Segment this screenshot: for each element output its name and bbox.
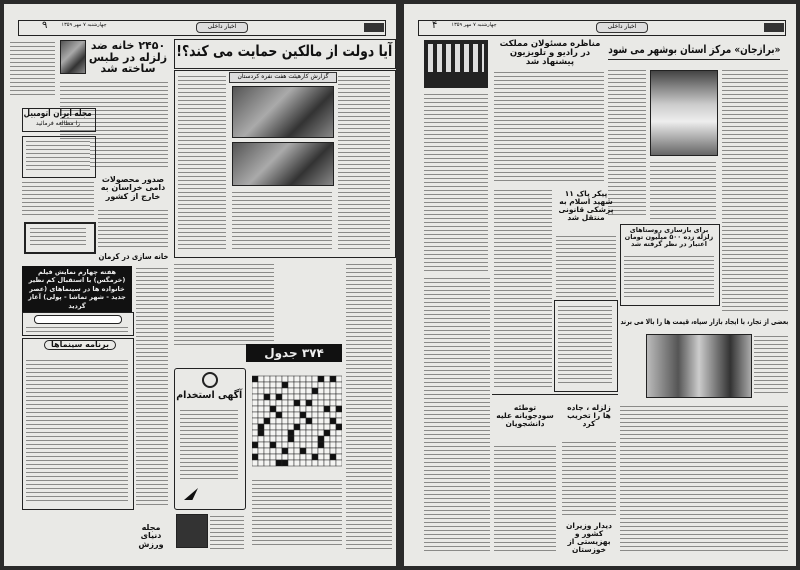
portrait-photo [176,514,208,548]
crossword-cell[interactable] [324,382,330,388]
crossword-cell[interactable] [276,418,282,424]
crossword-cell[interactable] [306,448,312,454]
crossword-cell[interactable] [258,436,264,442]
crossword-black-cell [288,436,294,442]
crossword-black-cell [336,406,342,412]
crossword-cell[interactable] [312,448,318,454]
magazine-subtitle: را مطالعه فرمائید [35,120,81,127]
crossword-cell[interactable] [258,454,264,460]
crossword-cell[interactable] [252,460,258,466]
crossword-cell[interactable] [258,400,264,406]
crossword-cell[interactable] [282,424,288,430]
crossword-black-cell [270,442,276,448]
sidebar-text [558,304,612,386]
crossword-cell[interactable] [288,376,294,382]
crossword-black-cell [252,454,258,460]
crossword-cell[interactable] [330,448,336,454]
crossword-cell[interactable] [312,376,318,382]
crossword-cell[interactable] [324,394,330,400]
ministry-ad-banner [34,315,122,324]
crossword-cell[interactable] [306,382,312,388]
logo [364,23,384,32]
crossword-cell[interactable] [276,442,282,448]
crossword-cell[interactable] [312,382,318,388]
crossword-cell[interactable] [264,382,270,388]
crossword-cell[interactable] [270,448,276,454]
crossword-cell[interactable] [336,442,342,448]
text-column [562,440,616,516]
crossword-cell[interactable] [264,406,270,412]
crossword-cell[interactable] [276,424,282,430]
crossword-cell[interactable] [276,406,282,412]
meeting-photo [646,334,752,398]
crossword-black-cell [258,424,264,430]
crossword-cell[interactable] [294,430,300,436]
crossword-cell[interactable] [252,448,258,454]
divider [492,394,618,395]
crossword-cell[interactable] [336,448,342,454]
crossword-cell[interactable] [294,460,300,466]
crossword-cell[interactable] [330,424,336,430]
crossword-cell[interactable] [270,424,276,430]
crossword-cell[interactable] [270,430,276,436]
crossword-cell[interactable] [264,442,270,448]
crossword-cell[interactable] [288,388,294,394]
crossword-cell[interactable] [258,406,264,412]
crossword-black-cell [306,400,312,406]
crossword-cell[interactable] [312,412,318,418]
crossword-cell[interactable] [294,448,300,454]
crossword-cell[interactable] [300,430,306,436]
crossword-black-cell [288,430,294,436]
crossword-cell[interactable] [324,436,330,442]
crossword-cell[interactable] [330,382,336,388]
logo [764,23,784,32]
crossword-cell[interactable] [258,418,264,424]
crossword-cell[interactable] [300,406,306,412]
crossword-cell[interactable] [258,448,264,454]
crossword-cell[interactable] [330,460,336,466]
sport-magazine: مجله دنیای ورزش [138,523,164,549]
crossword-cell[interactable] [330,412,336,418]
section-label: اخبار داخلی [196,22,248,33]
crossword-cell[interactable] [300,454,306,460]
cinemas-title: برنامه سینماها [44,340,116,350]
text-column [346,262,392,552]
crossword-cell[interactable] [282,454,288,460]
crossword-cell[interactable] [270,412,276,418]
crossword-clues [252,478,342,548]
crossword-cell[interactable] [282,400,288,406]
crossword-cell[interactable] [312,460,318,466]
crossword-cell[interactable] [258,412,264,418]
crossword-cell[interactable] [336,376,342,382]
crossword-cell[interactable] [306,442,312,448]
crossword-cell[interactable] [252,382,258,388]
article-photo [232,86,334,138]
crossword-cell[interactable] [276,376,282,382]
chart-bars [428,44,484,72]
crossword-black-cell [276,412,282,418]
crossword-cell[interactable] [312,436,318,442]
crossword-cell[interactable] [282,388,288,394]
crossword-cell[interactable] [282,436,288,442]
crossword-cell[interactable] [264,454,270,460]
crossword-black-cell [318,436,324,442]
crossword-cell[interactable] [264,460,270,466]
left-page [4,4,396,566]
crossword-cell[interactable] [318,454,324,460]
crossword-black-cell [294,424,300,430]
crossword-cell[interactable] [300,382,306,388]
crossword-cell[interactable] [270,418,276,424]
crossword-cell[interactable] [318,400,324,406]
crossword-cell[interactable] [288,442,294,448]
page-number: ۴ [432,20,438,31]
crossword-cell[interactable] [318,406,324,412]
text-column [178,74,226,252]
crossword-cell[interactable] [318,412,324,418]
crossword-cell[interactable] [312,442,318,448]
crossword-black-cell [330,418,336,424]
crossword-cell[interactable] [252,406,258,412]
crossword-cell[interactable] [312,394,318,400]
crossword-cell[interactable] [270,388,276,394]
magazine-title: مجله ایران اتومبیل [23,109,93,119]
crossword-cell[interactable] [270,376,276,382]
text-column [338,74,390,252]
crossword-cell[interactable] [330,436,336,442]
crossword-cell[interactable] [258,394,264,400]
crossword-cell[interactable] [282,412,288,418]
crossword-cell[interactable] [312,400,318,406]
crossword-cell[interactable] [336,418,342,424]
text-column [174,262,274,346]
crossword-black-cell [282,382,288,388]
crossword-cell[interactable] [264,412,270,418]
text-column [754,334,788,394]
crossword-cell[interactable] [300,418,306,424]
crossword-cell[interactable] [306,394,312,400]
crossword-cell[interactable] [336,430,342,436]
crossword-cell[interactable] [288,460,294,466]
job-ad-text [180,408,238,482]
headline-export: صدور محصولات دامی خراسان به خارج از کشور [100,175,166,201]
crossword-cell[interactable] [306,460,312,466]
text-column [494,444,556,552]
crossword-cell[interactable] [336,460,342,466]
text-column [624,254,714,300]
crossword-cell[interactable] [258,388,264,394]
crossword-cell[interactable] [252,394,258,400]
crossword-cell[interactable] [294,454,300,460]
notice-text [26,139,90,173]
crossword-cell[interactable] [324,460,330,466]
emblem-icon [202,372,218,388]
crossword-cell[interactable] [294,376,300,382]
crossword-cell[interactable] [294,442,300,448]
crossword-cell[interactable] [306,424,312,430]
crossword-black-cell [282,460,288,466]
crossword-black-cell [312,454,318,460]
crossword-cell[interactable] [276,430,282,436]
crossword-black-cell [318,376,324,382]
headline-debate: مناظره مسئولان مملکت در رادیو و تلویزیون پیشنهاد شد [499,39,601,67]
crossword-cell[interactable] [264,376,270,382]
crossword-cell[interactable] [288,382,294,388]
headline-kerman: خانه سازی در کرمان [97,252,168,261]
crossword-header [246,344,342,362]
right-page [404,4,796,566]
crossword-cell[interactable] [324,418,330,424]
crossword-cell[interactable] [336,412,342,418]
crossword-cell[interactable] [258,382,264,388]
crossword-cell[interactable] [288,418,294,424]
headline-ministers: دیدار وزیران کشور و بهزیستی از خوزستان [566,521,612,554]
crossword-cell[interactable] [294,412,300,418]
crossword-cell[interactable] [324,412,330,418]
crossword-cell[interactable] [306,454,312,460]
crossword-cell[interactable] [270,400,276,406]
crossword-cell[interactable] [276,382,282,388]
crossword-cell[interactable] [306,376,312,382]
headline-tabas: ۲۴۵۰ خانه ضد زلزله در طبس ساخته شد [88,39,168,76]
text-column [620,404,788,554]
crossword-cell[interactable] [300,460,306,466]
text-column [494,188,552,388]
crossword-cell[interactable] [300,424,306,430]
crossword-cell[interactable] [324,442,330,448]
text-column [494,70,604,184]
crossword-cell[interactable] [294,382,300,388]
crossword-cell[interactable] [258,376,264,382]
headline-main: آیا دولت از مالکین حمایت می کند؟! [176,42,392,60]
crossword-cell[interactable] [270,436,276,442]
crossword-black-cell [312,388,318,394]
crossword-cell[interactable] [294,418,300,424]
crossword-black-cell [264,418,270,424]
crossword-cell[interactable] [306,388,312,394]
crossword-black-cell [282,448,288,454]
headline-martyrs: پیکر پاک ۱۱ شهید اسلام به پزشکی قانونی منتقل شد [558,189,614,222]
film-week-ad: هفته چهارم نمایش فیلم (خرمگس) با استقبال کم نظیر خانواده ها در سینماهای (عصر جدید - شهر تماشا - پولی) آغاز گردید [22,266,132,312]
crossword-cell[interactable] [252,424,258,430]
crossword-cell[interactable] [252,412,258,418]
crossword-cell[interactable] [288,400,294,406]
page-number: ۹ [42,20,48,31]
crossword-cell[interactable] [324,448,330,454]
crossword-cell[interactable] [300,400,306,406]
crossword-cell[interactable] [282,394,288,400]
crossword-cell[interactable] [264,430,270,436]
crossword-cell[interactable] [324,388,330,394]
crossword-cell[interactable] [294,436,300,442]
crossword-cell[interactable] [318,418,324,424]
crossword-black-cell [324,406,330,412]
text-column [98,208,168,248]
crossword-black-cell [336,424,342,430]
official-photo [650,70,718,156]
date-line: چهارشنبه ۷ مهر ۱۳۵۹ [451,22,497,28]
headline-earthquake: زلزله ، جاده ها را تخریب کرد [567,403,611,428]
crossword-cell[interactable] [330,388,336,394]
crossword-cell[interactable] [336,400,342,406]
headline-merchants: بعضی از تجار، با ایجاد بازار سیاه، قیمت ها را بالا می برند [620,317,788,326]
article-photo [232,142,334,186]
crossword-cell[interactable] [288,448,294,454]
crossword-grid[interactable] [252,372,342,472]
job-ad-title: آگهی استخدام [175,390,243,401]
crossword-black-cell [324,430,330,436]
cinema-listings [26,358,128,504]
crossword-cell[interactable] [282,406,288,412]
crossword-cell[interactable] [276,448,282,454]
headline-students: توطئه سودجویانه علیه دانشجویان [496,403,554,428]
crossword-cell[interactable] [300,436,306,442]
crossword-cell[interactable] [336,436,342,442]
crossword-cell[interactable] [288,406,294,412]
crossword-cell[interactable] [330,406,336,412]
crossword-cell[interactable] [300,388,306,394]
crossword-cell[interactable] [318,430,324,436]
crossword-cell[interactable] [318,448,324,454]
text-column [232,190,332,252]
crossword-cell[interactable] [270,454,276,460]
crossword-cell[interactable] [270,460,276,466]
crossword-black-cell [330,376,336,382]
crossword-cell[interactable] [264,436,270,442]
crossword-cell[interactable] [288,394,294,400]
crossword-cell[interactable] [336,454,342,460]
music-ad-text [30,226,86,246]
crossword-cell[interactable] [252,400,258,406]
crossword-cell[interactable] [330,430,336,436]
crossword-cell[interactable] [306,436,312,442]
crossword-black-cell [258,430,264,436]
crossword-cell[interactable] [276,436,282,442]
crossword-cell[interactable] [330,400,336,406]
text-column [210,514,244,550]
crossword-black-cell [270,406,276,412]
crossword-cell[interactable] [276,454,282,460]
crossword-cell[interactable] [300,376,306,382]
crossword-black-cell [276,460,282,466]
crossword-cell[interactable] [312,424,318,430]
headline-villages: برای بازسازی روستاهای زلزله زده ۵۰۰ میلیون تومان اعتبار در نظر گرفته شد [624,226,714,248]
crossword-cell[interactable] [294,388,300,394]
crossword-cell[interactable] [324,376,330,382]
crossword-cell[interactable] [252,436,258,442]
crossword-cell[interactable] [324,454,330,460]
crossword-black-cell [330,454,336,460]
crossword-cell[interactable] [312,430,318,436]
crossword-cell[interactable] [318,388,324,394]
date-line: چهارشنبه ۷ مهر ۱۳۵۹ [61,22,107,28]
crossword-cell[interactable] [318,382,324,388]
crossword-cell[interactable] [288,454,294,460]
crossword-cell[interactable] [330,394,336,400]
headline-borazjan: «برازجان» مرکز استان بوشهر می شود [608,44,780,60]
crossword-cell[interactable] [252,388,258,394]
crossword-black-cell [252,442,258,448]
crossword-cell[interactable] [300,442,306,448]
crossword-cell[interactable] [318,424,324,430]
text-column [22,180,94,216]
crossword-cell[interactable] [336,394,342,400]
crossword-cell[interactable] [294,394,300,400]
crossword-cell[interactable] [306,406,312,412]
portrait-photo [60,40,86,74]
crossword-cell[interactable] [282,442,288,448]
crossword-black-cell [300,412,306,418]
crossword-cell[interactable] [336,388,342,394]
crossword-black-cell [276,394,282,400]
crossword-cell[interactable] [288,412,294,418]
crossword-cell[interactable] [264,448,270,454]
crossword-black-cell [300,448,306,454]
crossword-black-cell [252,376,258,382]
text-column [10,40,55,96]
crossword-cell[interactable] [276,388,282,394]
text-column [556,234,616,298]
crossword-cell[interactable] [288,424,294,430]
text-column [424,92,488,272]
text-column [424,276,490,552]
text-column [650,160,716,220]
crossword-cell[interactable] [330,442,336,448]
crossword-black-cell [264,394,270,400]
crossword-cell[interactable] [300,394,306,400]
crossword-cell[interactable] [324,400,330,406]
crossword-cell[interactable] [306,412,312,418]
crossword-black-cell [294,400,300,406]
crossword-cell[interactable] [252,430,258,436]
text-column [136,266,168,506]
crossword-cell[interactable] [252,418,258,424]
crossword-cell[interactable] [264,388,270,394]
crossword-cell[interactable] [276,400,282,406]
section-label: اخبار داخلی [596,22,648,33]
crossword-cell[interactable] [312,406,318,412]
crossword-cell[interactable] [318,460,324,466]
crossword-black-cell [306,418,312,424]
crossword-title: جدول [264,346,298,360]
crossword-cell[interactable] [294,406,300,412]
crossword-cell[interactable] [306,430,312,436]
crossword-cell[interactable] [282,376,288,382]
crossword-cell[interactable] [318,394,324,400]
crossword-black-cell [318,442,324,448]
crossword-cell[interactable] [264,424,270,430]
crossword-number: ۳۷۴ [301,346,324,360]
crossword-cell[interactable] [270,394,276,400]
ministry-ad-text [26,325,128,332]
subheadline-workers: گزارش کارهیئت هفت نفره کردستان [229,72,337,83]
crossword-cell[interactable] [336,382,342,388]
crossword-cell[interactable] [282,418,288,424]
crossword-cell[interactable] [270,382,276,388]
crossword-cell[interactable] [324,424,330,430]
crossword-cell[interactable] [264,400,270,406]
crossword-cell[interactable] [282,430,288,436]
crossword-cell[interactable] [258,460,264,466]
crossword-cell[interactable] [312,418,318,424]
text-column [722,68,788,314]
crossword-cell[interactable] [258,442,264,448]
